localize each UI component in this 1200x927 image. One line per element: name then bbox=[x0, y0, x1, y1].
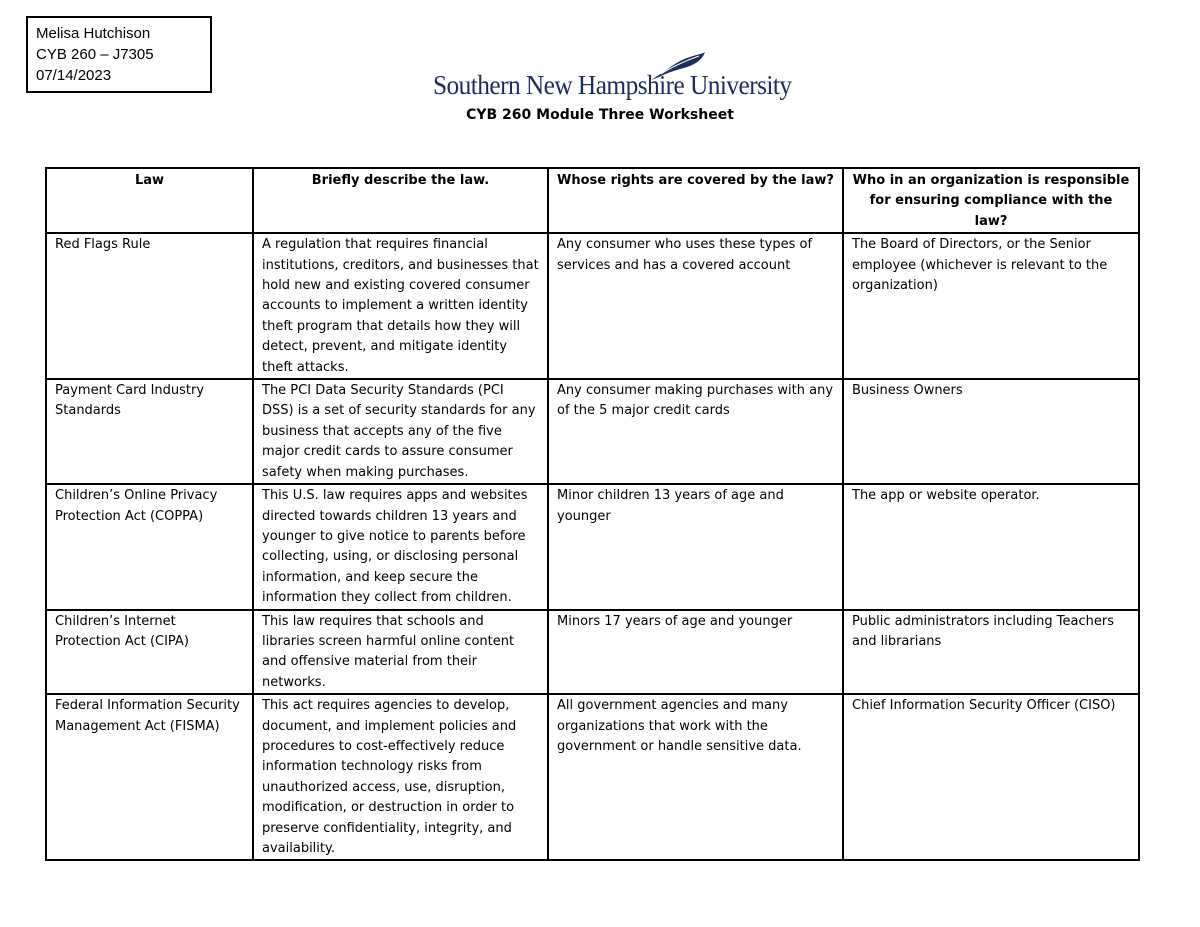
student-info-box bbox=[26, 16, 212, 93]
law-responsible: Business Owners bbox=[843, 379, 1139, 484]
table-row bbox=[46, 694, 1139, 860]
university-name: Southern New Hampshire University bbox=[433, 70, 792, 100]
law-name: Children’s Internet Protection Act (CIPA) bbox=[46, 610, 253, 695]
law-responsible: Public administrators including Teachers and librarians bbox=[843, 610, 1139, 695]
law-responsible: Chief Information Security Officer (CISO) bbox=[843, 694, 1139, 860]
law-responsible: The app or website operator. bbox=[843, 484, 1139, 609]
submission-date: 07/14/2023 bbox=[36, 67, 112, 84]
law-description: A regulation that requires financial institutions, creditors, and businesses that hold new and existing covered consumer accounts to implement a written identity theft program that details how they will detect, prevent, and mitigate identity theft attacks. bbox=[253, 233, 548, 379]
law-responsible: The Board of Directors, or the Senior employee (whichever is relevant to the organization) bbox=[843, 233, 1139, 379]
law-name: Federal Information Security Management Act (FISMA) bbox=[46, 694, 253, 860]
table-row bbox=[46, 379, 1139, 484]
student-name: Melisa Hutchison bbox=[36, 25, 151, 42]
law-rights: Any consumer who uses these types of services and has a covered account bbox=[548, 233, 843, 379]
law-rights: Minors 17 years of age and younger bbox=[548, 610, 843, 695]
law-name: Payment Card Industry Standards bbox=[46, 379, 253, 484]
header-responsible: Who in an organization is responsible for ensuring compliance with the law? bbox=[843, 168, 1139, 233]
document-title: CYB 260 Module Three Worksheet bbox=[466, 107, 734, 123]
law-name: Red Flags Rule bbox=[46, 233, 253, 379]
law-rights: Minor children 13 years of age and younger bbox=[548, 484, 843, 609]
header-law: Law bbox=[46, 168, 253, 233]
table-row bbox=[46, 233, 1139, 379]
course-code: CYB 260 – J7305 bbox=[36, 46, 154, 63]
law-rights: Any consumer making purchases with any of the 5 major credit cards bbox=[548, 379, 843, 484]
header-rights: Whose rights are covered by the law? bbox=[548, 168, 843, 233]
law-description: This law requires that schools and libraries screen harmful online content and offensive material from their networks. bbox=[253, 610, 548, 695]
header-description: Briefly describe the law. bbox=[253, 168, 548, 233]
law-name: Children’s Online Privacy Protection Act (COPPA) bbox=[46, 484, 253, 609]
law-description: The PCI Data Security Standards (PCI DSS) is a set of security standards for any business that accepts any of the five major credit cards to assure consumer safety when making purchases. bbox=[253, 379, 548, 484]
university-logo bbox=[433, 52, 792, 102]
table-row bbox=[46, 610, 1139, 695]
laws-table bbox=[45, 167, 1140, 861]
table-header-row bbox=[46, 168, 1139, 233]
table-row bbox=[46, 484, 1139, 609]
law-description: This act requires agencies to develop, document, and implement policies and procedures to cost-effectively reduce information technology risks from unauthorized access, use, disruption, modification, or destruction in order to preserve confidentiality, integrity, and availability. bbox=[253, 694, 548, 860]
law-description: This U.S. law requires apps and websites directed towards children 13 years and younger to give notice to parents before collecting, using, or disclosing personal information, and keep secure the information they collect from children. bbox=[253, 484, 548, 609]
law-rights: All government agencies and many organizations that work with the government or handle sensitive data. bbox=[548, 694, 843, 860]
